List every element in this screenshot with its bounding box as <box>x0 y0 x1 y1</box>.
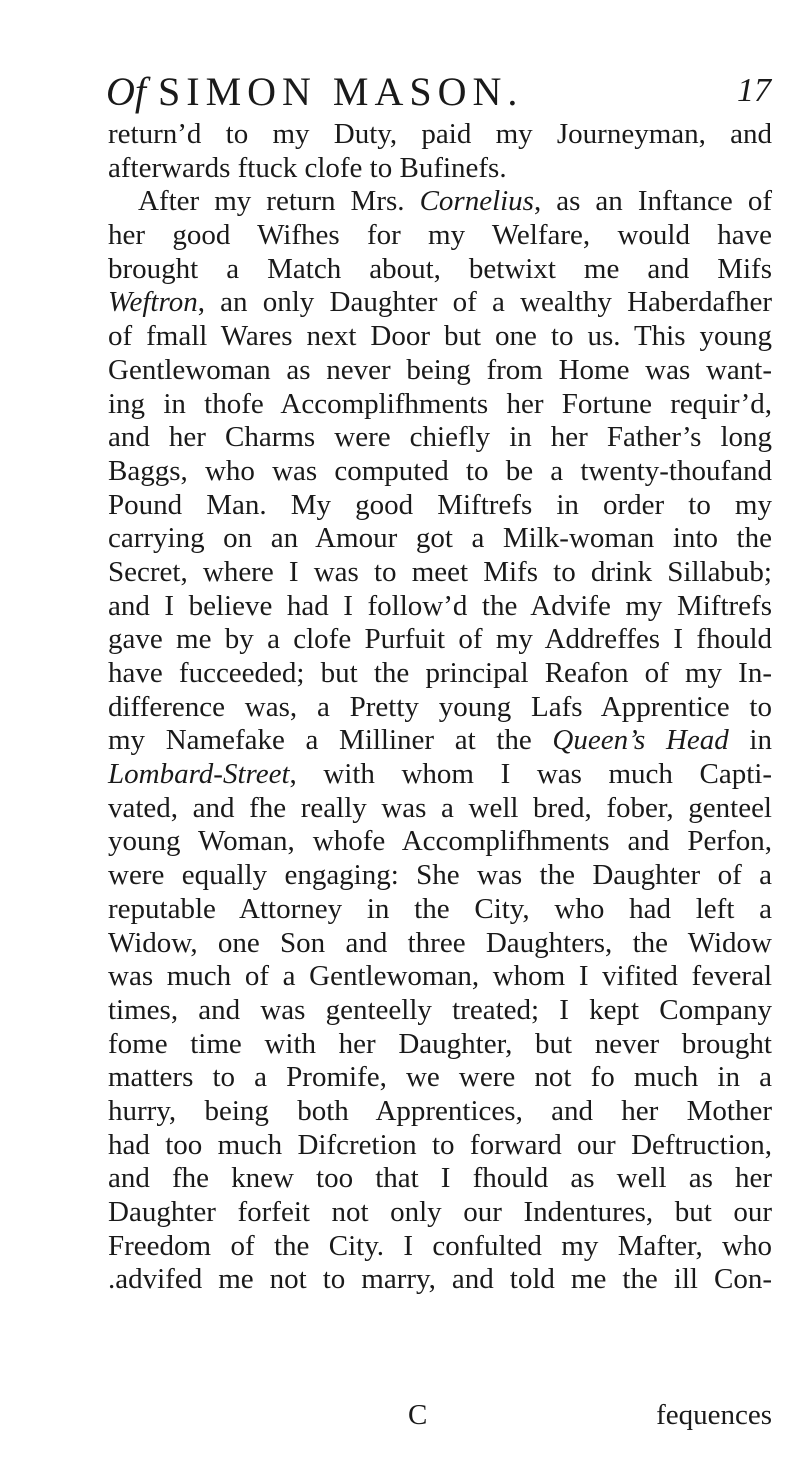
text-line <box>108 219 772 253</box>
running-head-of: Of <box>106 69 146 114</box>
text-line <box>108 421 772 455</box>
text-line <box>108 1061 772 1095</box>
text-line-roman: .advifed me not to marry, and told me the ill Con- <box>108 1263 772 1296</box>
text-line <box>108 1230 772 1264</box>
text-line-italic: Lombard-Street <box>108 758 290 791</box>
text-line-roman: Widow, one Son and three Daughters, the Widow <box>108 926 772 959</box>
text-line-italic: Weftron <box>108 286 198 319</box>
text-line-roman: my Namefake a Milliner at the <box>108 724 553 757</box>
text-line <box>108 657 772 691</box>
text-line-roman: Baggs, who was computed to be a twenty-thoufand <box>108 454 772 487</box>
text-line-roman-after: , with whom I was much Capti- <box>289 758 772 791</box>
text-line <box>108 320 772 354</box>
body-text <box>108 118 772 1297</box>
text-line-roman: reputable Attorney in the City, who had left a <box>108 892 772 925</box>
text-line <box>108 1028 772 1062</box>
text-line-roman-after: , as an Inftance of <box>533 185 772 218</box>
text-line-roman: matters to a Promife, we were not fo much in a <box>108 1061 772 1094</box>
text-line <box>108 388 772 422</box>
running-head <box>106 68 523 115</box>
page-footer <box>108 1399 772 1433</box>
text-line <box>108 152 772 186</box>
text-line <box>108 253 772 287</box>
text-line-roman: afterwards ftuck clofe to Bufinefs. <box>108 151 507 184</box>
text-line <box>108 623 772 657</box>
text-line-roman: have fucceeded; but the principal Reafon of my In- <box>108 657 772 689</box>
text-line <box>108 455 772 489</box>
text-line <box>108 758 772 792</box>
text-line-roman: carrying on an Amour got a Milk-woman into the <box>108 522 772 555</box>
text-line-roman: fome time with her Daughter, but never brought <box>108 1027 772 1060</box>
text-line <box>108 489 772 523</box>
text-line <box>108 354 772 388</box>
text-line <box>108 792 772 826</box>
text-line-roman: her good Wifhes for my Welfare, would have <box>108 219 772 252</box>
text-line-roman: young Woman, whofe Accomplifhments and Perfon, <box>108 825 772 858</box>
text-line <box>108 724 772 758</box>
text-line-roman: had too much Difcretion to forward our Deftruction, <box>108 1128 772 1161</box>
text-line <box>108 893 772 927</box>
text-line <box>108 691 772 725</box>
text-line-roman: and fhe knew too that I fhould as well as her <box>108 1162 772 1195</box>
text-line-roman: of fmall Wares next Door but one to us. This young <box>108 320 772 353</box>
text-line <box>108 927 772 961</box>
text-line-roman: were equally engaging: She was the Daughter of a <box>108 859 772 892</box>
text-line <box>108 556 772 590</box>
text-line <box>108 1263 772 1297</box>
text-line <box>108 960 772 994</box>
catchword: fequences <box>656 1399 772 1431</box>
text-line-roman: times, and was genteelly treated; I kept Company <box>108 993 772 1026</box>
signature-mark: C <box>408 1399 428 1431</box>
text-line-roman: Gentlewoman as never being from Home was want- <box>108 353 772 386</box>
text-line-italic: Cornelius <box>419 185 534 218</box>
text-line-roman: Freedom of the City. I confulted my Mafter, who <box>108 1229 772 1262</box>
text-line <box>108 994 772 1028</box>
text-line <box>108 118 772 152</box>
text-line-roman: return’d to my Duty, paid my Journeyman, and <box>108 118 772 150</box>
text-line-roman: Secret, where I was to meet Mifs to drink Sillabub; <box>108 555 772 588</box>
page-header <box>106 62 771 112</box>
text-line <box>108 590 772 624</box>
text-line-roman: Daughter forfeit not only our Indentures, but our <box>108 1196 772 1228</box>
text-line-roman: vated, and fhe really was a well bred, fober, genteel <box>108 791 772 824</box>
text-line <box>108 825 772 859</box>
text-line-roman-after: , an only Daughter of a wealthy Haberdafher <box>197 286 772 319</box>
text-line-italic: Queen’s Head <box>552 724 729 757</box>
running-head-title: SIMON MASON. <box>158 69 524 114</box>
text-line-roman-after: in <box>728 724 772 757</box>
page-number: 17 <box>737 72 771 109</box>
text-line <box>108 1095 772 1129</box>
text-line-roman: Pound Man. My good Miftrefs in order to my <box>108 488 772 521</box>
text-line-roman: and I believe had I follow’d the Advife my Miftrefs <box>108 589 772 622</box>
text-line-roman: difference was, a Pretty young Lafs Apprentice to <box>108 690 772 723</box>
text-line <box>108 185 772 219</box>
text-line-roman: hurry, being both Apprentices, and her Mother <box>108 1094 772 1127</box>
text-line <box>108 522 772 556</box>
text-line-roman: was much of a Gentlewoman, whom I vifited feveral <box>108 960 772 993</box>
text-line <box>108 859 772 893</box>
text-line-roman: gave me by a clofe Purfuit of my Addreffes I fhould <box>108 623 772 656</box>
text-line-roman: ing in thofe Accomplifhments her Fortune requir’d, <box>108 387 772 420</box>
text-line <box>108 1129 772 1163</box>
text-line <box>108 1162 772 1196</box>
text-line-roman: brought a Match about, betwixt me and Mifs <box>108 252 772 285</box>
text-line <box>108 286 772 320</box>
text-line-roman: and her Charms were chiefly in her Father’s long <box>108 421 772 454</box>
text-line-roman: After my return Mrs. <box>138 185 420 218</box>
text-line <box>108 1196 772 1230</box>
